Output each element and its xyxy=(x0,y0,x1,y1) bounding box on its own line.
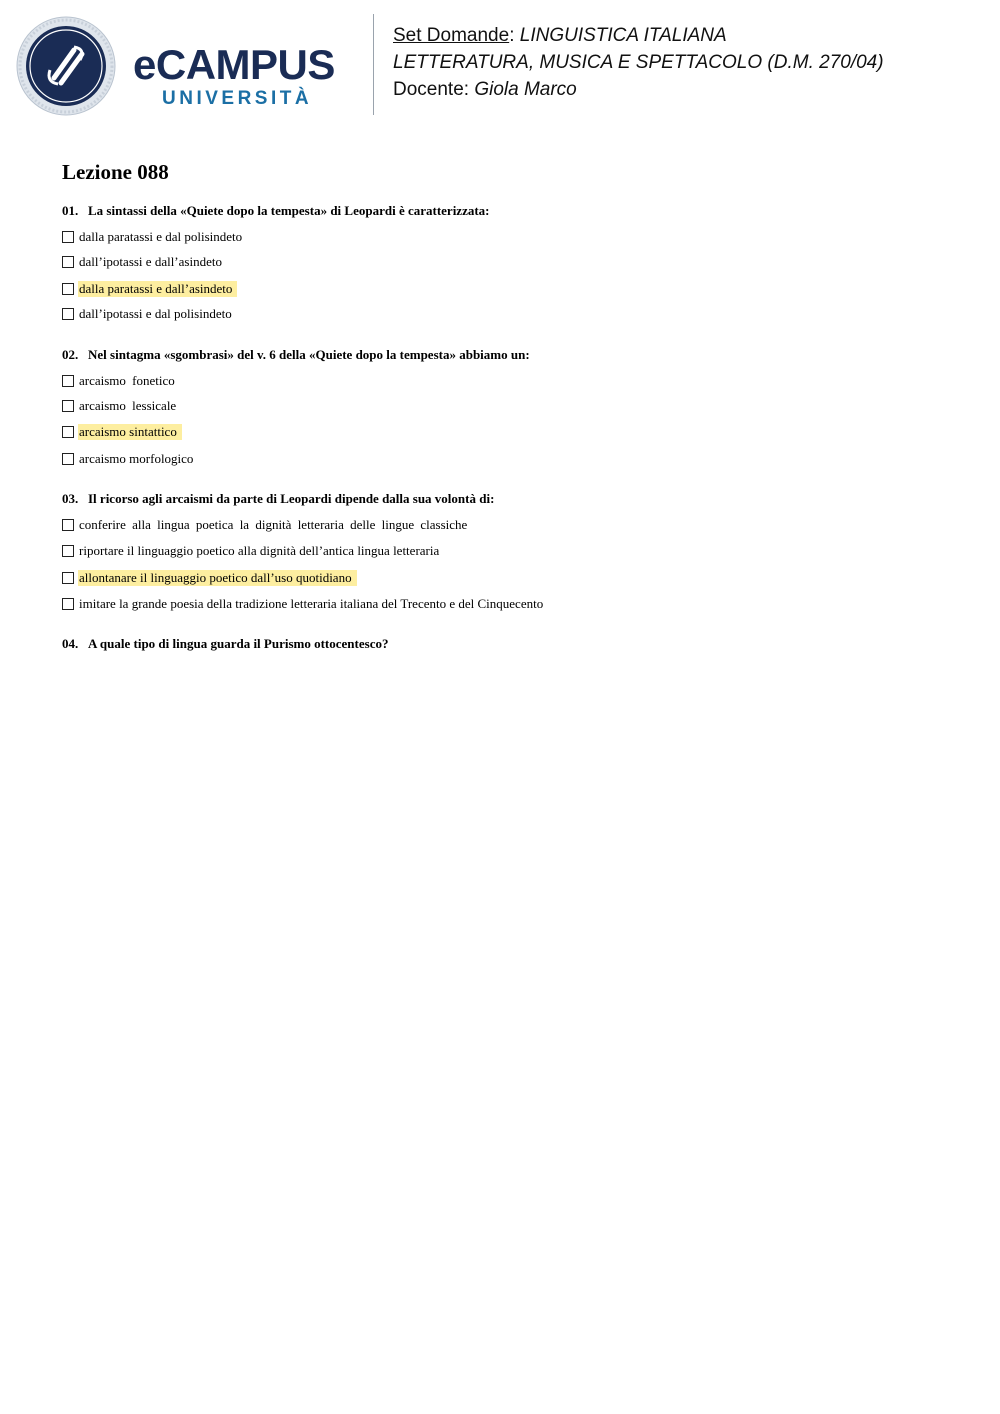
answer-option[interactable] xyxy=(62,595,545,613)
option-text: arcaismo lessicale xyxy=(79,398,177,413)
checkbox[interactable] xyxy=(62,400,74,412)
question-text: La sintassi della «Quiete dopo la tempesta» di Leopardi è caratterizzata: xyxy=(88,203,490,218)
question-number: 04. xyxy=(62,636,79,651)
question-title xyxy=(62,203,490,219)
checkbox[interactable] xyxy=(62,519,74,531)
answer-option[interactable] xyxy=(62,516,469,534)
answer-option[interactable] xyxy=(62,450,195,468)
checkbox[interactable] xyxy=(62,545,74,557)
answer-option[interactable] xyxy=(62,253,224,271)
lesson-title: Lezione 088 xyxy=(62,160,169,184)
universita-wordmark: UNIVERSITÀ xyxy=(162,88,313,109)
question-text: A quale tipo di lingua guarda il Purismo ottocentesco? xyxy=(88,636,389,651)
checkbox[interactable] xyxy=(62,453,74,465)
teacher-label: Docente: xyxy=(393,79,470,100)
option-text-highlighted: arcaismo sintattico xyxy=(78,424,182,440)
teacher-name: Giola Marco xyxy=(474,79,577,100)
question-title xyxy=(62,347,530,363)
option-text: arcaismo morfologico xyxy=(79,451,194,466)
checkbox[interactable] xyxy=(62,572,74,584)
option-text: dall’ipotassi e dal polisindeto xyxy=(79,306,232,321)
checkbox[interactable] xyxy=(62,231,74,243)
ecampus-wordmark: eCAMPUS xyxy=(133,41,335,88)
question-number: 03. xyxy=(62,491,79,506)
checkbox[interactable] xyxy=(62,375,74,387)
checkbox[interactable] xyxy=(62,256,74,268)
option-text: dall’ipotassi e dall’asindeto xyxy=(79,254,222,269)
set-line: Set Domande: LINGUISTICA ITALIANA xyxy=(393,25,727,46)
option-text-highlighted: dalla paratassi e dall’asindeto xyxy=(78,281,237,297)
option-text-highlighted: allontanare il linguaggio poetico dall’uso quotidiano xyxy=(78,570,357,586)
question-number: 01. xyxy=(62,203,79,218)
question-text: Nel sintagma «sgombrasi» del v. 6 della «Quiete dopo la tempesta» abbiamo un: xyxy=(88,347,530,362)
checkbox[interactable] xyxy=(62,308,74,320)
checkbox[interactable] xyxy=(62,426,74,438)
option-text: arcaismo fonetico xyxy=(79,373,175,388)
checkbox[interactable] xyxy=(62,283,74,295)
course-title: LETTERATURA, MUSICA E SPETTACOLO (D.M. 270/04) xyxy=(393,52,884,73)
answer-option-correct[interactable] xyxy=(62,423,182,441)
answer-option[interactable] xyxy=(62,228,244,246)
answer-option-correct[interactable] xyxy=(62,280,237,298)
set-label: Set Domande xyxy=(393,25,510,46)
header-info xyxy=(393,22,884,103)
course-line xyxy=(393,49,884,76)
answer-option-correct[interactable] xyxy=(62,569,357,587)
option-text: riportare il linguaggio poetico alla dignità dell’antica lingua letteraria xyxy=(79,543,440,558)
answer-option[interactable] xyxy=(62,372,177,390)
teacher-line xyxy=(393,76,884,103)
set-title: LINGUISTICA ITALIANA xyxy=(519,25,727,46)
answer-option[interactable] xyxy=(62,542,441,560)
option-text: dalla paratassi e dal polisindeto xyxy=(79,229,243,244)
question-text: Il ricorso agli arcaismi da parte di Leopardi dipende dalla sua volontà di: xyxy=(88,491,495,506)
ecampus-seal-logo xyxy=(16,16,116,116)
option-text: conferire alla lingua poetica la dignità letteraria delle lingue classiche xyxy=(79,517,468,532)
question-title xyxy=(62,636,388,652)
answer-option[interactable] xyxy=(62,397,178,415)
question-number: 02. xyxy=(62,347,79,362)
checkbox[interactable] xyxy=(62,598,74,610)
answer-option[interactable] xyxy=(62,305,234,323)
option-text: imitare la grande poesia della tradizione letteraria italiana del Trecento e del Cinquecento xyxy=(79,596,544,611)
question-title xyxy=(62,491,494,507)
header-divider xyxy=(373,14,374,115)
